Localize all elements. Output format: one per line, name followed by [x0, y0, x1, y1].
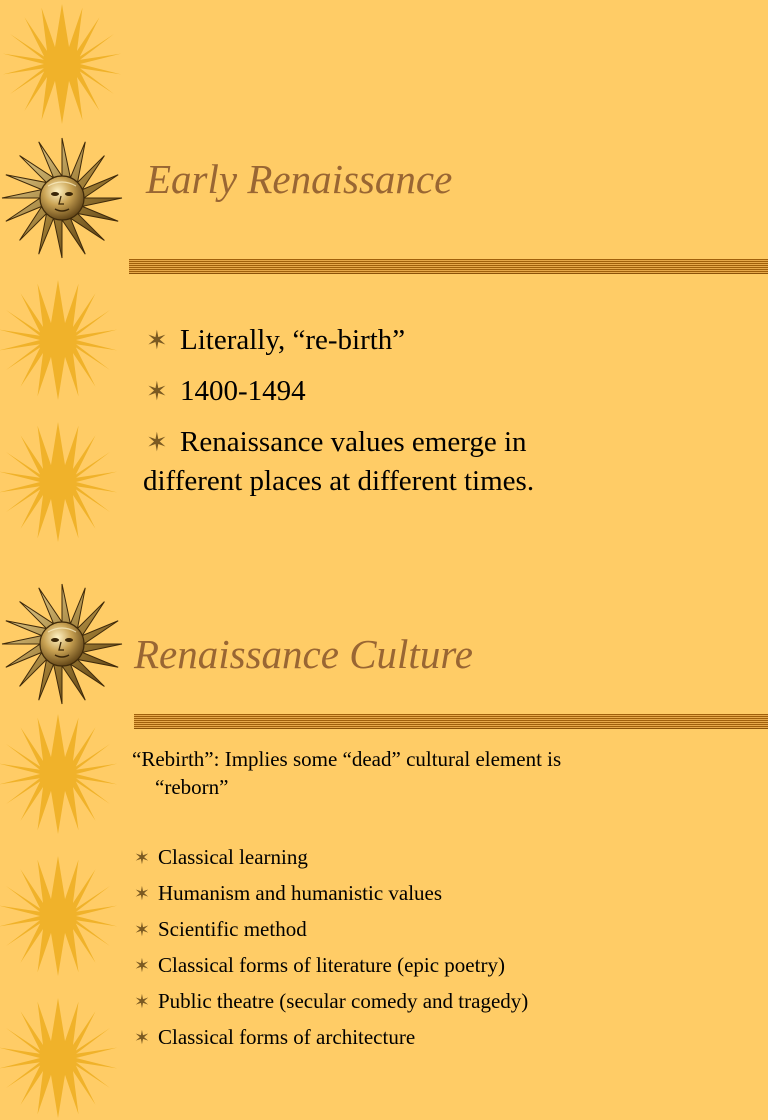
sun-medallion-icon: [0, 136, 124, 260]
slide1-bullet-list: [146, 319, 756, 464]
sun-icon: [0, 420, 120, 544]
bullet-text: Classical forms of literature (epic poetry): [158, 953, 505, 977]
sun-icon: [0, 996, 120, 1120]
star-bullet-icon: ✶: [146, 326, 168, 355]
intro-paragraph: [132, 745, 561, 801]
star-bullet-icon: ✶: [134, 848, 150, 869]
star-bullet-icon: ✶: [134, 920, 150, 941]
bullet-text: Humanism and humanistic values: [158, 881, 443, 905]
sun-icon: [0, 2, 124, 126]
slide-title-renaissance-culture: Renaissance Culture: [134, 631, 473, 677]
star-bullet-icon: ✶: [134, 956, 150, 977]
slide2-bullet-list: [134, 840, 764, 1056]
list-item: [146, 319, 756, 362]
star-bullet-icon: ✶: [134, 884, 150, 905]
bullet-text: Scientific method: [158, 917, 307, 941]
bullet-text: 1400-1494: [180, 375, 306, 407]
list-item: [134, 840, 764, 876]
list-item: [134, 876, 764, 912]
list-item: [146, 370, 756, 413]
star-bullet-icon: ✶: [146, 428, 168, 457]
bullet-text: Public theatre (secular comedy and tragedy): [158, 989, 529, 1013]
title-underline-rule: [129, 259, 768, 273]
sun-icon: [0, 854, 120, 978]
bullet-continuation-text: different places at different times.: [143, 465, 535, 497]
star-bullet-icon: ✶: [146, 377, 168, 406]
bullet-text: Literally, “re-birth”: [180, 324, 406, 356]
bullet-text: Classical learning: [158, 845, 308, 869]
star-bullet-icon: ✶: [134, 992, 150, 1013]
list-item: [134, 948, 764, 984]
list-item: [146, 421, 756, 464]
list-item: [134, 1020, 764, 1056]
list-item: [134, 912, 764, 948]
bullet-text: Renaissance values emerge in: [180, 426, 527, 458]
sun-icon: [0, 278, 120, 402]
intro-line: “Rebirth”: Implies some “dead” cultural element is: [132, 747, 562, 771]
title-underline-rule: [134, 714, 768, 728]
intro-line: “reborn”: [155, 775, 229, 799]
slide-title-early-renaissance: Early Renaissance: [146, 156, 453, 202]
sun-medallion-icon: [0, 582, 124, 706]
list-item: [134, 984, 764, 1020]
sun-icon: [0, 712, 120, 836]
star-bullet-icon: ✶: [134, 1028, 150, 1049]
bullet-text: Classical forms of architecture: [158, 1025, 416, 1049]
